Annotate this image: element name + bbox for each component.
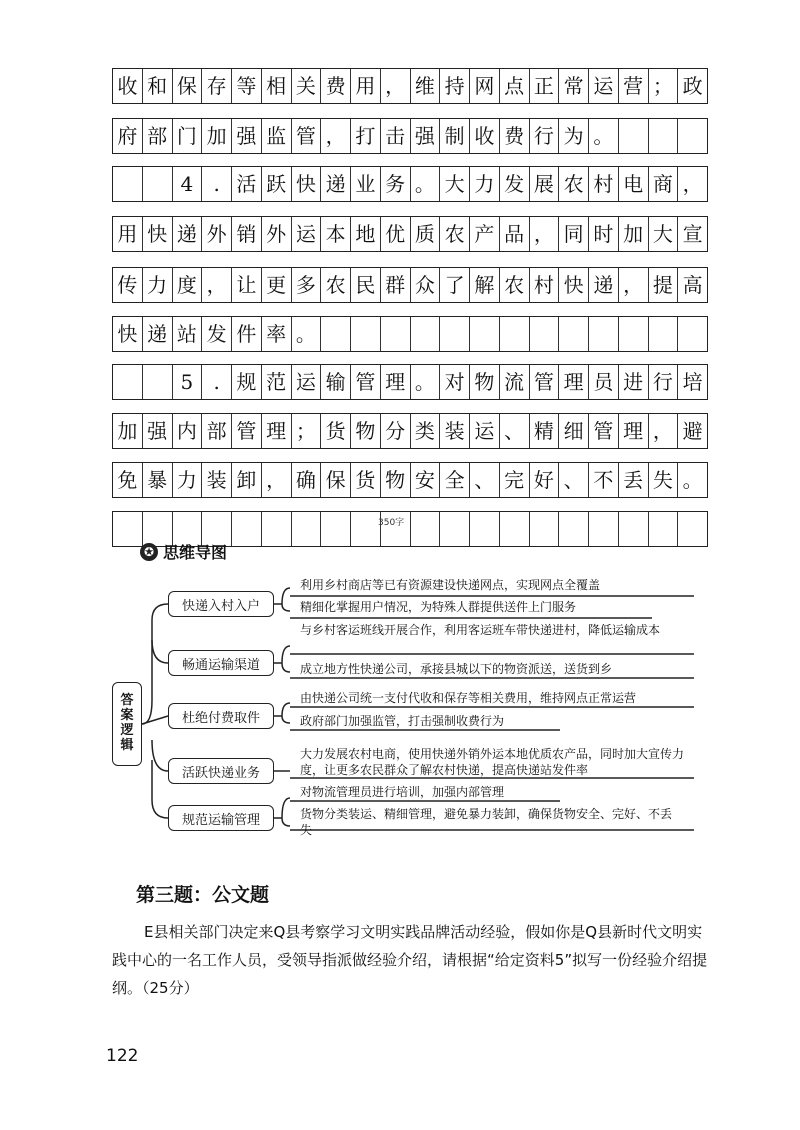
grid-cell: 货 [321,414,351,448]
leaf-1-2: 精细化掌握用户情况，为特殊人群提供送件上门服务 [300,600,577,614]
leaf-5-1: 对物流管理员进行培训，加强内部管理 [300,785,505,799]
grid-cell: 站 [173,317,203,351]
grid-cell: 运 [292,217,322,251]
grid-cell: 、 [470,463,500,497]
grid-cell: 快 [292,167,322,201]
root-char: 逻 [120,723,134,738]
grid-cell: 收 [470,119,500,153]
grid-cell: 4 [173,167,203,201]
grid-cell: 业 [351,167,381,201]
grid-cell: 理 [381,365,411,399]
grid-cell: 收 [113,69,143,103]
grid-cell: 展 [530,167,560,201]
grid-cell: 等 [232,69,262,103]
grid-cell: 细 [559,414,589,448]
grid-cell: 外 [262,217,292,251]
grid-cell: 5 [173,365,203,399]
grid-cell: 规 [232,365,262,399]
grid-cell: . [202,365,232,399]
grid-cell: 运 [292,365,322,399]
grid-cell: 、 [500,414,530,448]
grid-cell: 点 [500,69,530,103]
grid-cell: 避 [682,419,703,443]
grid-cell: 大 [440,167,470,201]
grid-cell: 内 [173,414,203,448]
grid-cell: 丢 [619,463,649,497]
grid-cell: 装 [202,463,232,497]
grid-cell: 全 [440,463,470,497]
leaf-1-1: 利用乡村商店等已有资源建设快递网点，实现网点全覆盖 [300,578,601,592]
grid-cell: 递 [589,268,619,302]
grid-cell: 常 [559,69,589,103]
grid-cell: 用 [113,217,143,251]
grid-cell: 正 [530,69,560,103]
grid-cell: 运 [589,69,619,103]
grid-cell: 装 [440,414,470,448]
grid-cell: 民 [351,268,381,302]
bracket-2 [274,646,290,672]
branch-3: 杜绝付费取件 [168,703,274,729]
grid-cell: 理 [262,414,292,448]
question-text: E县相关部门决定来Q县考察学习文明实践品牌活动经验，假如你是Q县新时代文明实践中心的一名工作人员，受领导指派做经验介绍，请根据“给定资料5”拟写一份经验介绍提纲。（25分） [112,923,708,997]
grid-cell: 完 [500,463,530,497]
grid-cell: 维 [411,69,441,103]
grid-cell: 农 [440,217,470,251]
root-char: 答 [120,693,134,709]
grid-cell: 部 [143,119,173,153]
grid-cell: 运 [470,414,500,448]
grid-cell: 让 [232,268,262,302]
grid-cell: 递 [173,217,203,251]
grid-cell: 农 [559,167,589,201]
grid-cell: 用 [351,69,381,103]
grid-cell: 群 [381,268,411,302]
grid-cell: 件 [232,317,262,351]
grid-cell: 击 [381,119,411,153]
grid-cell: 高 [682,273,703,297]
grid-cell: 费 [321,69,351,103]
grid-cell: 加 [202,119,232,153]
grid-cell: 电 [619,167,649,201]
grid-cell: 。 [411,167,441,201]
grid-cell: 销 [232,217,262,251]
grid-cell: 输 [321,365,351,399]
connector-4 [152,740,168,771]
grid-cell: 跃 [262,167,292,201]
grid-cell: 力 [143,268,173,302]
grid-cell: 村 [530,268,560,302]
grid-cell: 村 [589,167,619,201]
grid-cell: ， [262,463,292,497]
page-number: 122 [106,1046,139,1066]
branch-5: 规范运输管理 [168,805,274,831]
grid-cell: 部 [202,414,232,448]
branch-1: 快递入村入户 [168,591,274,617]
grid-cell: 营 [619,69,649,103]
grid-cell: 递 [143,317,173,351]
grid-cell: 相 [262,69,292,103]
grid-cell: 农 [500,268,530,302]
branch-2: 畅通运输渠道 [168,650,274,676]
grid-cell: 免 [113,463,143,497]
grid-cell: ， [682,172,703,196]
connector-2 [152,640,168,663]
root-char: 辑 [120,737,134,753]
grid-cell: 力 [470,167,500,201]
grid-cell: 打 [351,119,381,153]
grid-cell: 培 [682,370,703,394]
grid-cell: 。 [292,317,322,351]
grid-cell: 网 [470,69,500,103]
grid-cell: 保 [173,69,203,103]
grid-cell: 物 [351,414,381,448]
grid-cell: 宣 [682,222,703,246]
grid-cell: 更 [262,268,292,302]
grid-cell: ， [321,119,351,153]
star-badge-icon: ✪ [140,543,158,561]
grid-cell: 众 [411,268,441,302]
grid-cell: 务 [381,167,411,201]
grid-cell: 关 [292,69,322,103]
root-char: 案 [120,708,134,724]
grid-cell: 大 [649,217,679,251]
word-count: 350字 [378,518,405,528]
grid-cell: 货 [351,463,381,497]
grid-cell: 强 [143,414,173,448]
grid-cell: 管 [589,414,619,448]
grid-cell: 传 [113,268,143,302]
grid-cell: 了 [440,268,470,302]
grid-cell: 农 [321,268,351,302]
grid-cell: 失 [649,463,679,497]
grid-cell: 精 [530,414,560,448]
grid-cell: 快 [143,217,173,251]
grid-cell: ， [649,414,679,448]
grid-cell: 制 [440,119,470,153]
grid-cell: ， [381,69,411,103]
grid-cell: . [202,167,232,201]
grid-cell: 卸 [232,463,262,497]
grid-cell: 率 [262,317,292,351]
branch-4: 活跃快递业务 [168,758,274,784]
leaf-2-2: 成立地方性快递公司，承接县城以下的物资派送，送货到乡 [300,662,613,676]
grid-cell: 门 [173,119,203,153]
grid-cell: 行 [530,119,560,153]
grid-cell: ， [530,217,560,251]
grid-cell: 质 [411,217,441,251]
grid-cell: ； [292,414,322,448]
grid-cell: 快 [113,317,143,351]
grid-cell: 解 [470,268,500,302]
leaf-3-1: 由快递公司统一支付代收和保存等相关费用，维持网点正常运营 [300,691,637,705]
grid-cell: ； [649,69,679,103]
grid-cell: 理 [619,414,649,448]
connector-1 [142,604,168,724]
grid-cell: 地 [351,217,381,251]
grid-cell: 和 [143,69,173,103]
grid-cell: ， [619,268,649,302]
grid-cell: 。 [411,365,441,399]
grid-cell: 商 [649,167,679,201]
grid-cell: 力 [173,463,203,497]
grid-cell: 保 [321,463,351,497]
grid-cell: 本 [321,217,351,251]
leaf-5-2: 货物分类装运、精细管理，避免暴力装卸，确保货物安全、完好、不丢失 [300,807,673,837]
grid-cell: 加 [619,217,649,251]
grid-cell: 活 [232,167,262,201]
mindmap-title: 思维导图 [163,543,228,562]
grid-cell: 暴 [143,463,173,497]
grid-cell: 流 [500,365,530,399]
grid-cell: 外 [202,217,232,251]
grid-cell: 。 [682,468,703,492]
grid-cell: 对 [440,365,470,399]
bracket-5 [274,798,290,826]
grid-cell: 物 [470,365,500,399]
grid-cell: 时 [589,217,619,251]
grid-cell: 确 [292,463,322,497]
grid-cell: 提 [649,268,679,302]
mindmap-root [112,682,142,766]
grid-cell: 范 [262,365,292,399]
grid-cell: 同 [559,217,589,251]
grid-cell: 度 [173,268,203,302]
leaf-3-2: 政府部门加强监管，打击强制收费行为 [300,714,505,728]
grid-cell: 管 [232,414,262,448]
grid-cell: 行 [649,365,679,399]
grid-cell: 管 [530,365,560,399]
grid-cell: 。 [589,119,619,153]
grid-cell: 发 [500,167,530,201]
grid-cell: 政 [682,74,703,98]
grid-cell: 员 [589,365,619,399]
grid-cell: 府 [113,119,143,153]
leaf-4-1: 大力发展农村电商，使用快递外销外运本地优质农产品，同时加大宣传力度，让更多农民群众了解农村快递，提高快递站发件率 [300,747,685,777]
bracket-3 [274,703,290,723]
connector-3 [142,716,168,724]
grid-cell: 为 [559,119,589,153]
grid-cell: 品 [500,217,530,251]
grid-cell: 存 [202,69,232,103]
leaf-2-1: 与乡村客运班线开展合作，利用客运班车带快递进村，降低运输成本 [300,623,661,637]
section-title: 第三题：公文题 [136,884,270,906]
grid-cell: 费 [500,119,530,153]
grid-cell: 不 [589,463,619,497]
grid-cell: 、 [559,463,589,497]
grid-cell: 监 [262,119,292,153]
grid-cell: 强 [232,119,262,153]
grid-cell: ， [202,268,232,302]
grid-cell: 加 [113,414,143,448]
grid-cell: 发 [202,317,232,351]
grid-cell: 持 [440,69,470,103]
grid-cell: 管 [292,119,322,153]
grid-cell: 分 [381,414,411,448]
grid-cell: 进 [619,365,649,399]
bracket-1 [274,588,290,611]
grid-cell: 优 [381,217,411,251]
grid-cell: 管 [351,365,381,399]
grid-cell: 物 [381,463,411,497]
grid-cell: 产 [470,217,500,251]
grid-cell: 强 [411,119,441,153]
grid-cell: 类 [411,414,441,448]
grid-cell: 快 [559,268,589,302]
grid-cell: 好 [530,463,560,497]
grid-cell: 理 [559,365,589,399]
grid-cell: 递 [321,167,351,201]
grid-cell: 多 [292,268,322,302]
grid-cell: 安 [411,463,441,497]
